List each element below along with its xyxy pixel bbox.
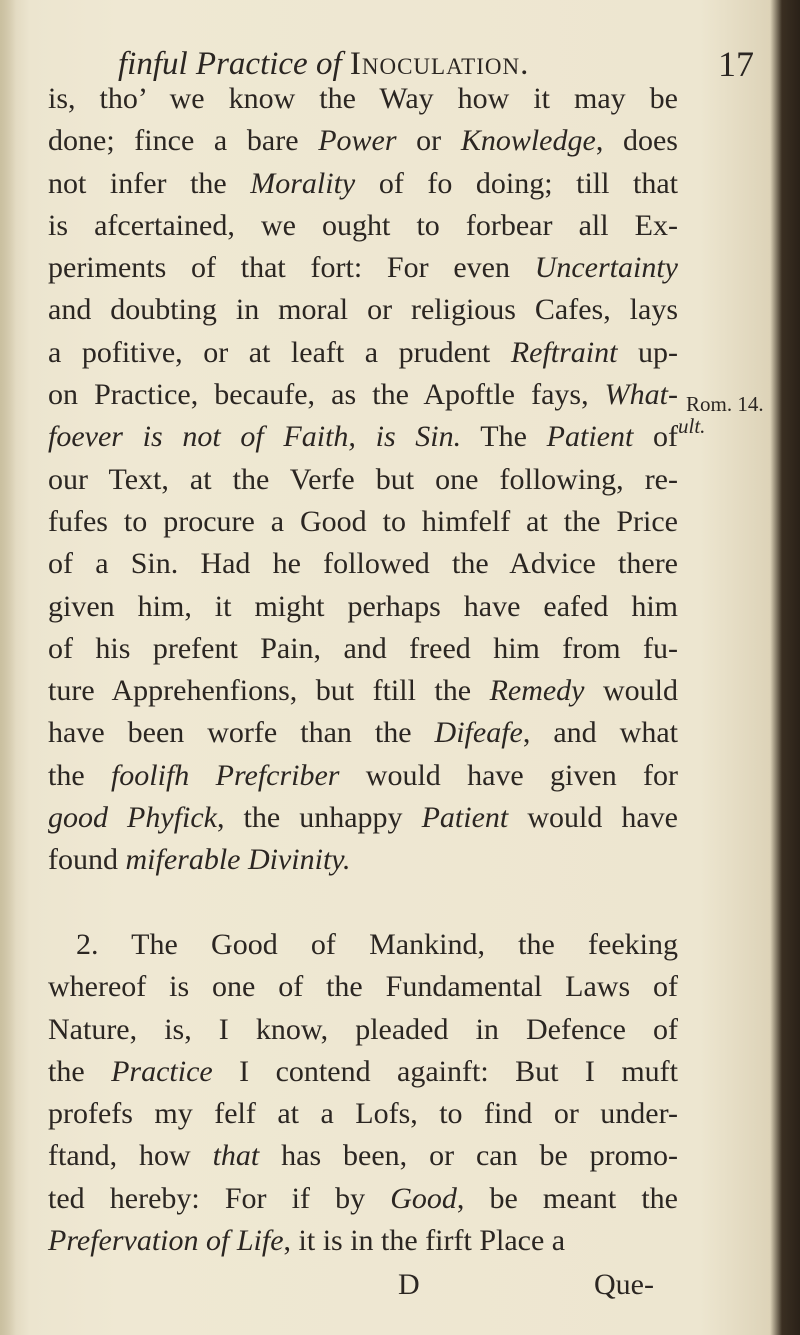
text-segment: up-	[617, 335, 678, 369]
text-segment: is, tho’ we know the Way how it may be	[48, 82, 678, 115]
text-segment: ted hereby: For if by	[48, 1181, 391, 1215]
italic-segment: Patient	[421, 801, 509, 835]
page-number: 17	[718, 44, 754, 84]
italic-segment: What-	[604, 378, 678, 412]
text-line	[48, 966, 678, 1008]
text-segment: and doubting in moral or religious Cafes, lays	[48, 293, 678, 327]
text-segment: I contend againft: But I muft	[212, 1054, 679, 1088]
italic-segment: Uncertainty	[534, 251, 678, 285]
text-segment: fufes to procure a Good to himfelf at the Price	[48, 504, 678, 538]
text-line	[48, 1220, 678, 1262]
text-line	[48, 797, 678, 839]
text-segment: a pofitive, or at leaft a prudent	[48, 335, 511, 369]
text-segment: ftand, how	[48, 1139, 213, 1173]
text-segment: has been, or can be promo-	[259, 1139, 678, 1173]
text-line	[48, 712, 678, 754]
text-segment: Nature, is, I know, pleaded in Defence of	[48, 1012, 678, 1046]
text-segment: of fo doing; till that	[355, 166, 678, 200]
text-line	[48, 1051, 678, 1093]
header-title-caps: Inoculation.	[349, 46, 530, 82]
text-line	[48, 501, 678, 543]
margin-note-reference: Rom. 14.	[686, 392, 764, 416]
italic-segment: Good	[390, 1181, 457, 1215]
italic-segment: miferable Divinity.	[125, 843, 351, 877]
text-segment: would have given for	[339, 758, 678, 792]
text-line	[48, 586, 678, 628]
text-segment: profefs my felf at a Lofs, to find or under-	[48, 1097, 678, 1131]
text-segment: on Practice, becaufe, as the Apoftle fays,	[48, 378, 605, 412]
text-line	[48, 416, 678, 458]
text-line	[48, 1009, 678, 1051]
italic-segment: Knowledge	[460, 124, 596, 158]
italic-segment: Morality	[250, 166, 356, 200]
text-line	[48, 1135, 678, 1177]
text-line	[48, 205, 678, 247]
text-line	[48, 163, 678, 205]
text-segment: , does	[595, 124, 678, 158]
text-line	[48, 755, 678, 797]
italic-segment: Patient	[546, 420, 634, 454]
text-line	[48, 543, 678, 585]
italic-segment: Remedy	[489, 674, 585, 708]
text-segment: our Text, at the Verfe but one following, re-	[48, 462, 678, 496]
text-segment: given him, it might perhaps have eafed him	[48, 589, 678, 623]
italic-segment: foever is not of Faith, is Sin.	[48, 420, 462, 454]
italic-segment: Power	[318, 124, 397, 158]
signature-mark: D	[398, 1268, 420, 1301]
text-line	[48, 1093, 678, 1135]
italic-segment: foolifh Prefcriber	[110, 758, 340, 792]
catchword: Que-	[594, 1268, 654, 1301]
text-segment: would	[584, 674, 678, 708]
text-segment: found	[48, 843, 126, 877]
italic-segment: Reftraint	[510, 335, 618, 369]
text-segment: ture Apprehenfions, but ftill the	[48, 674, 490, 708]
text-line	[48, 289, 678, 331]
text-segment: the	[48, 758, 111, 792]
text-segment: of	[633, 420, 678, 454]
text-segment: have been worfe than the	[48, 716, 435, 750]
text-line	[48, 924, 678, 966]
text-line	[48, 1178, 678, 1220]
italic-segment: Practice	[111, 1054, 213, 1088]
text-segment: would have	[508, 801, 678, 835]
text-segment: , it is in the firft Place a	[283, 1224, 566, 1258]
text-line	[48, 459, 678, 501]
text-segment: or	[396, 124, 461, 158]
body-text	[48, 78, 678, 1262]
text-segment: 2. The Good of Mankind, the feeking	[76, 927, 678, 961]
text-segment: The	[461, 420, 547, 454]
text-segment: , be meant the	[456, 1181, 678, 1215]
text-line	[48, 78, 678, 120]
text-segment: , and what	[522, 716, 678, 750]
text-segment: done; fince a bare	[48, 124, 319, 158]
text-line	[48, 628, 678, 670]
header-title-italic: finful Practice of	[118, 46, 342, 82]
italic-segment: good Phyfick	[48, 801, 217, 835]
text-segment: whereof is one of the Fundamental Laws of	[48, 970, 678, 1004]
page-gutter-shadow	[0, 0, 16, 1335]
text-line	[48, 670, 678, 712]
text-line	[48, 374, 678, 416]
text-segment: of his prefent Pain, and freed him from fu-	[48, 631, 678, 665]
italic-segment: Difeafe	[434, 716, 523, 750]
text-segment: not infer the	[48, 166, 251, 200]
text-segment: of a Sin. Had he followed the Advice there	[48, 547, 678, 581]
text-segment: the	[48, 1054, 112, 1088]
text-line	[48, 332, 678, 374]
text-segment: , the unhappy	[217, 801, 422, 835]
italic-segment: Prefervation of Life	[48, 1224, 284, 1258]
text-line	[48, 120, 678, 162]
italic-segment: that	[212, 1139, 260, 1173]
text-line	[48, 839, 678, 881]
paragraph-gap	[48, 882, 678, 924]
text-segment: periments of that fort: For even	[48, 251, 535, 285]
margin-note-reference-sub: ult.	[678, 414, 706, 438]
text-segment: is afcertained, we ought to forbear all Ex-	[48, 208, 678, 242]
text-line	[48, 247, 678, 289]
